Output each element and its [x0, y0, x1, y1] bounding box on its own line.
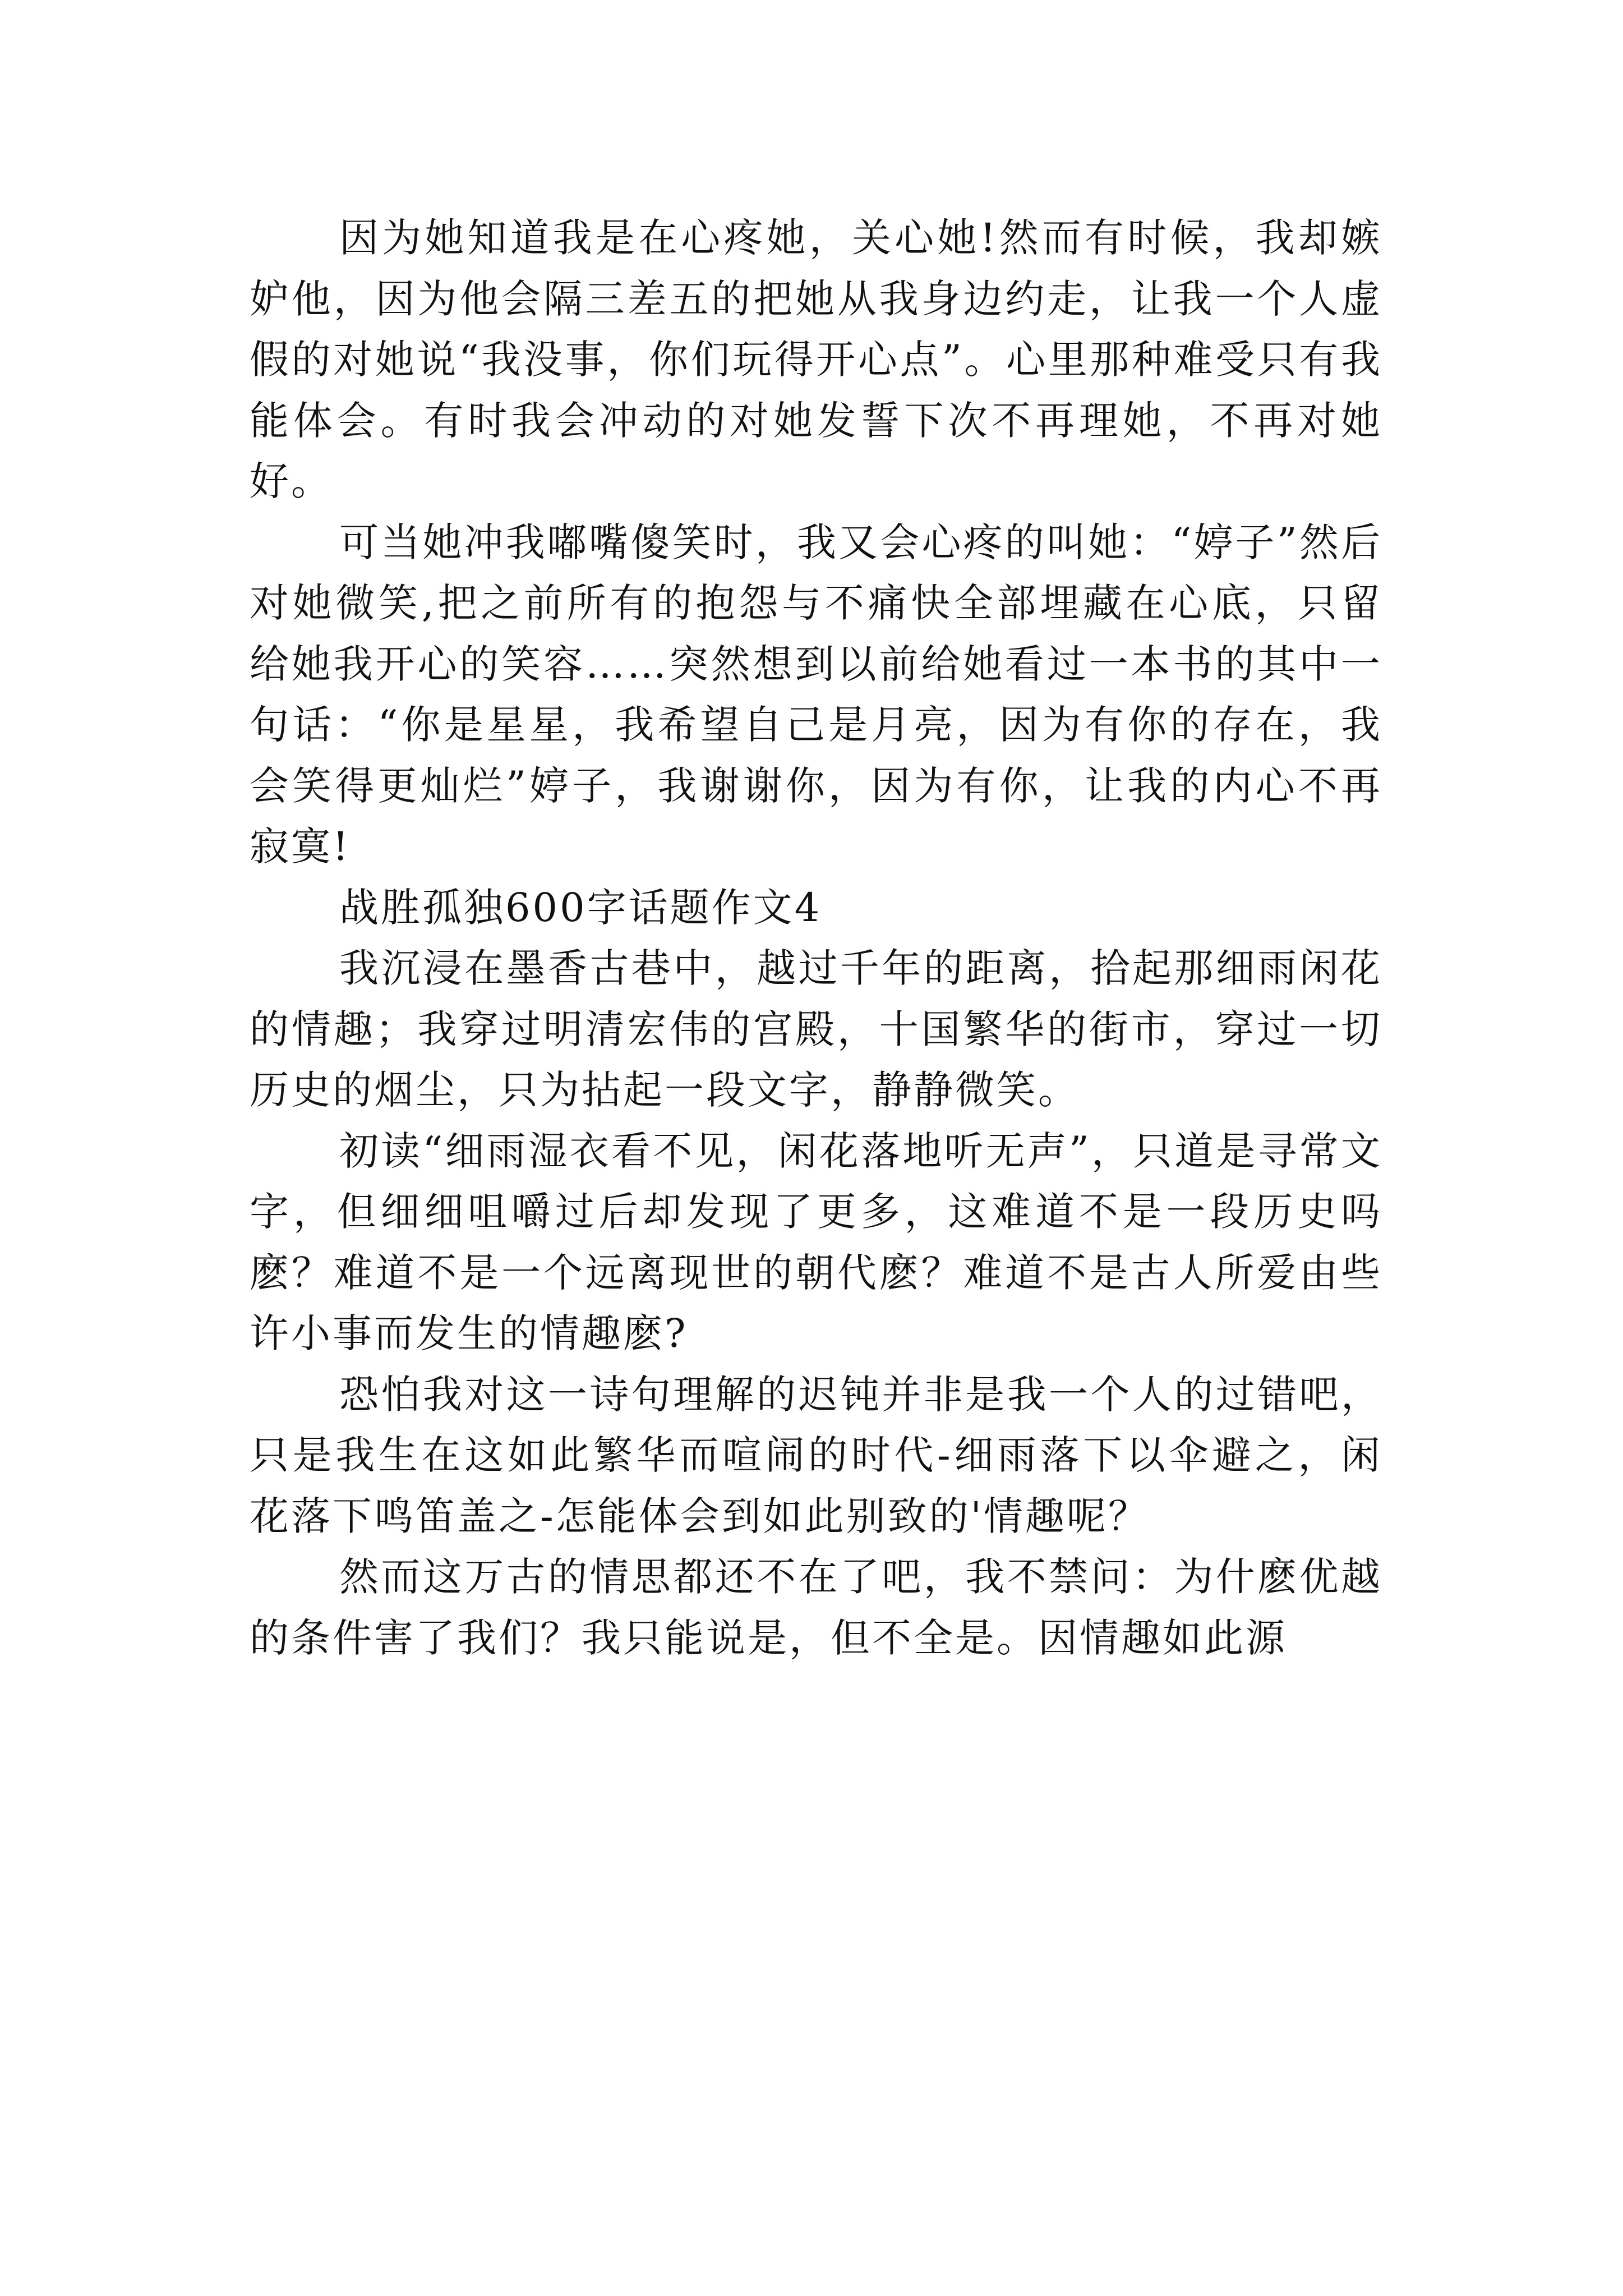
paragraph: 因为她知道我是在心疼她，关心她!然而有时候，我却嫉妒他，因为他会隔三差五的把她从我身边约走，让我一个人虚假的对她说“我没事，你们玩得开心点”。心里那种难受只有我能体会。有时我会冲动的对她发誓下次不再理她，不再对她好。	[250, 215, 1382, 504]
paragraph: 可当她冲我嘟嘴傻笑时，我又会心疼的叫她：“婷子”然后对她微笑,把之前所有的抱怨与不痛快全部埋藏在心底，只留给她我开心的笑容……突然想到以前给她看过一本书的其中一句话：“你是星星，我希望自己是月亮，因为有你的存在，我会笑得更灿烂”婷子，我谢谢你，因为有你，让我的内心不再寂寞!	[250, 519, 1382, 869]
paragraph: 我沉浸在墨香古巷中，越过千年的距离，拾起那细雨闲花的情趣；我穿过明清宏伟的宫殿，十国繁华的街市，穿过一切历史的烟尘，只为拈起一段文字，静静微笑。	[250, 945, 1382, 1113]
document-body	[250, 208, 1382, 1668]
paragraph: 然而这万古的情思都还不在了吧，我不禁问：为什麽优越的条件害了我们？我只能说是，但不全是。因情趣如此源	[250, 1554, 1382, 1661]
paragraph: 初读“细雨湿衣看不见，闲花落地听无声”，只道是寻常文字，但细细咀嚼过后却发现了更多，这难道不是一段历史吗麽？难道不是一个远离现世的朝代麽？难道不是古人所爱由些许小事而发生的情趣麽?	[250, 1128, 1382, 1356]
section-title: 战胜孤独600字话题作文4	[339, 884, 822, 931]
paragraph: 恐怕我对这一诗句理解的迟钝并非是我一个人的过错吧，只是我生在这如此繁华而喧闹的时代-细雨落下以伞避之，闲花落下鸣笛盖之-怎能体会到如此别致的'情趣呢？	[250, 1371, 1382, 1539]
